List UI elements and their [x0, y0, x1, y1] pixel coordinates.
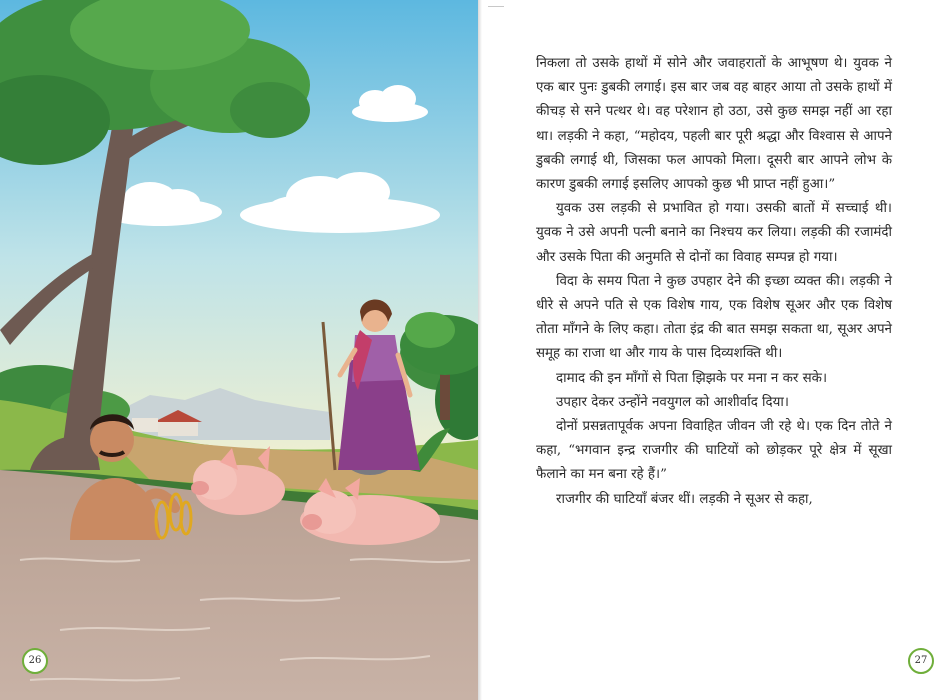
text-page [482, 0, 950, 700]
paragraph: राजगीर की घाटियाँ बंजर थीं। लड़की ने सूअर से कहा, [556, 491, 813, 507]
paragraph: युवक उस लड़की से प्रभावित हो गया। उसकी बातों में सच्चाई थी। युवक ने उसे अपनी पत्नी बनाने का निश्चय कर लिया। लड़की की रजामंदी और उसके पिता की अनुमति से दोनों का विवाह सम्पन्न हो गया। [536, 201, 892, 265]
paragraph: उपहार देकर उन्होंने नवयुगल को आशीर्वाद दिया। [556, 394, 789, 410]
corner-mark [488, 6, 504, 7]
paragraph: विदा के समय पिता ने कुछ उपहार देने की इच्छा व्यक्त की। लड़की ने धीरे से अपने पति से एक विशेष गाय, एक विशेष सूअर और एक विशेष तोता माँगने के लिए कहा। तोता इंद्र की बात समझ सकता था, सूअर अपने समूह का राजा था और गाय के पास दिव्यशक्ति थी। [536, 273, 892, 362]
paragraph: निकला तो उसके हाथों में सोने और जवाहरातों के आभूषण थे। युवक ने एक बार पुनः डुबकी लगाई। इस बार जब वह बाहर आया तो उसके हाथों में कीचड़ से सने पत्थर थे। वह परेशान हो उठा, उसे कुछ समझ नहीं आ रहा था। लड़की ने कहा, “महोदय, पहली बार पूरी श्रद्धा और विश्वास से आपने डुबकी लगाई थी, जिसका फल आपको मिला। दूसरी बार आपने लोभ के कारण डुबकी लगाई इसलिए आपको कुछ भी प्राप्त नहीं हुआ।” [536, 56, 892, 193]
page-number-right: 27 [908, 648, 934, 674]
story-text [536, 52, 892, 512]
paragraph: दोनों प्रसन्नतापूर्वक अपना विवाहित जीवन जी रहे थे। एक दिन तोते ने कहा, “भगवान इन्द्र राजगीर की घाटियों को छोड़कर पूरे क्षेत्र में सूखा फैलाने का मन बना रहे हैं।” [536, 419, 892, 483]
page-number-left: 26 [22, 648, 48, 674]
paragraph: दामाद की इन माँगों से पिता झिझके पर मना न कर सके। [556, 370, 828, 386]
